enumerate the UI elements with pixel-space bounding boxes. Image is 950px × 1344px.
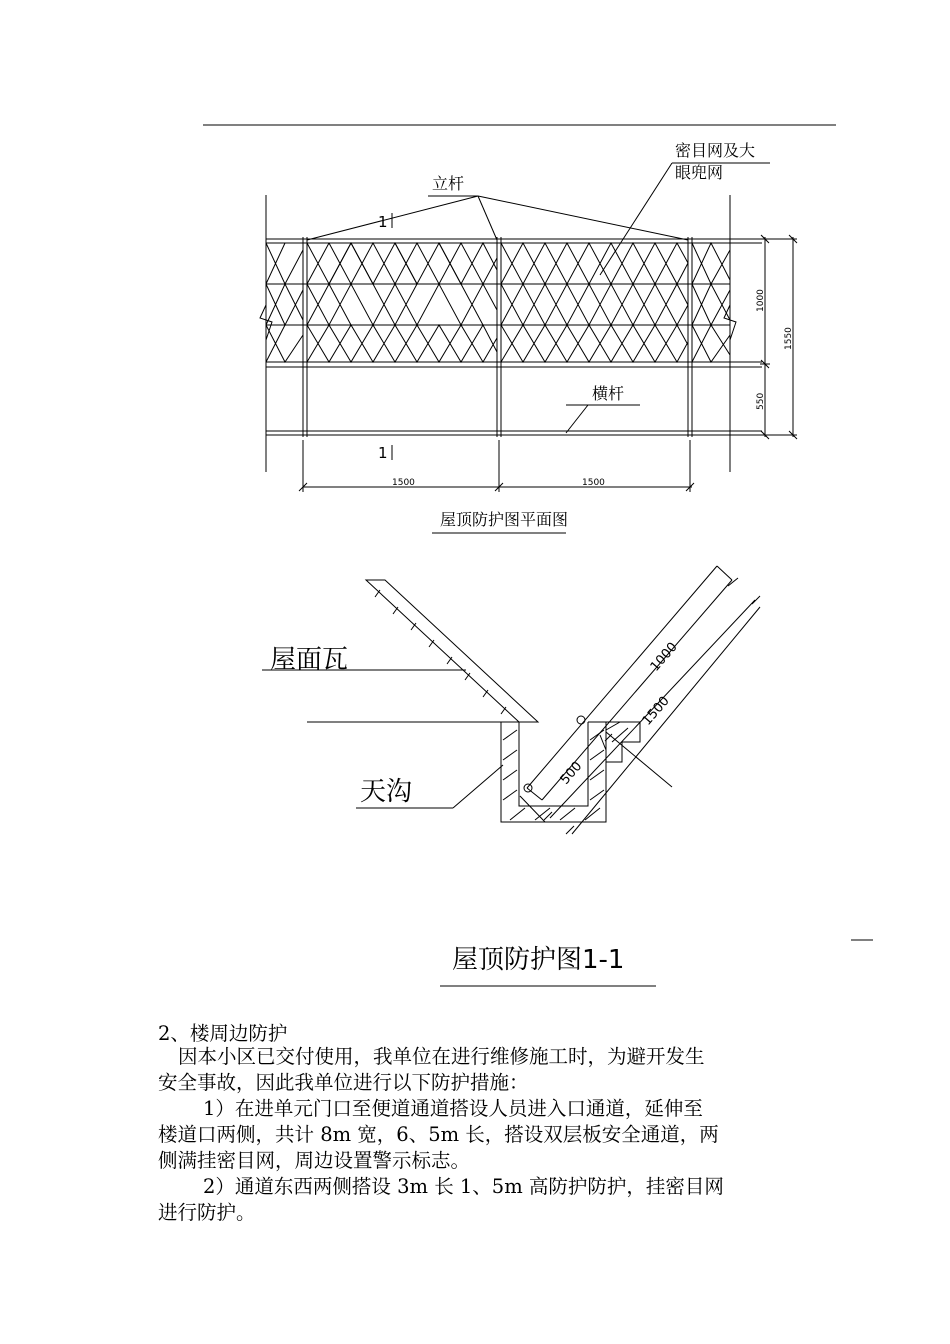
para1-line1: 因本小区已交付使用，我单位在进行维修施工时，为避开发生: [178, 1045, 705, 1068]
plan-label-post: 立杆: [432, 174, 465, 193]
plan-title: 屋顶防护图平面图: [440, 510, 569, 529]
roof-protection-section-drawing: [0, 560, 950, 1000]
item1-line3: 侧满挂密目网，周边设置警示标志。: [158, 1149, 471, 1172]
section-label-gutter: 天沟: [360, 777, 413, 807]
body-text: [158, 1044, 798, 1226]
section-dim-500: 500: [557, 759, 586, 788]
roof-protection-plan-drawing: [0, 130, 950, 550]
plan-dim-1000: 1000: [756, 289, 766, 312]
plan-label-mesh-2: 眼兜网: [675, 163, 724, 182]
item2-line2: 进行防护。: [158, 1201, 256, 1224]
item1-line1: 1）在进单元门口至便道通道搭设人员进入口通道，延伸至: [203, 1097, 703, 1120]
item2-line1: 2）通道东西两侧搭设 3m 长 1、5m 高防护防护，挂密目网: [203, 1175, 724, 1198]
plan-section-mark-top: 1: [378, 213, 388, 231]
section-title: 屋顶防护图1-1: [452, 945, 625, 975]
section-heading: 2、楼周边防护: [158, 1022, 288, 1045]
plan-label-rail: 横杆: [592, 384, 625, 403]
para1-line2: 安全事故，因此我单位进行以下防护措施：: [158, 1071, 529, 1094]
plan-label-mesh-1: 密目网及大: [675, 141, 756, 160]
plan-dim-1500-a: 1500: [392, 478, 415, 488]
section-label-roof: 屋面瓦: [270, 645, 349, 675]
item1-line2: 楼道口两侧，共计 8m 宽，6、5m 长，搭设双层板安全通道，两: [158, 1123, 719, 1146]
header-rule: [0, 0, 950, 140]
plan-section-mark-bottom: 1: [378, 444, 388, 462]
plan-dim-1500-b: 1500: [582, 478, 605, 488]
section-dim-1500: 1500: [639, 693, 673, 729]
plan-dim-550: 550: [756, 392, 766, 410]
section-dim-1000: 1000: [647, 639, 681, 675]
plan-dim-1550: 1550: [784, 327, 794, 350]
